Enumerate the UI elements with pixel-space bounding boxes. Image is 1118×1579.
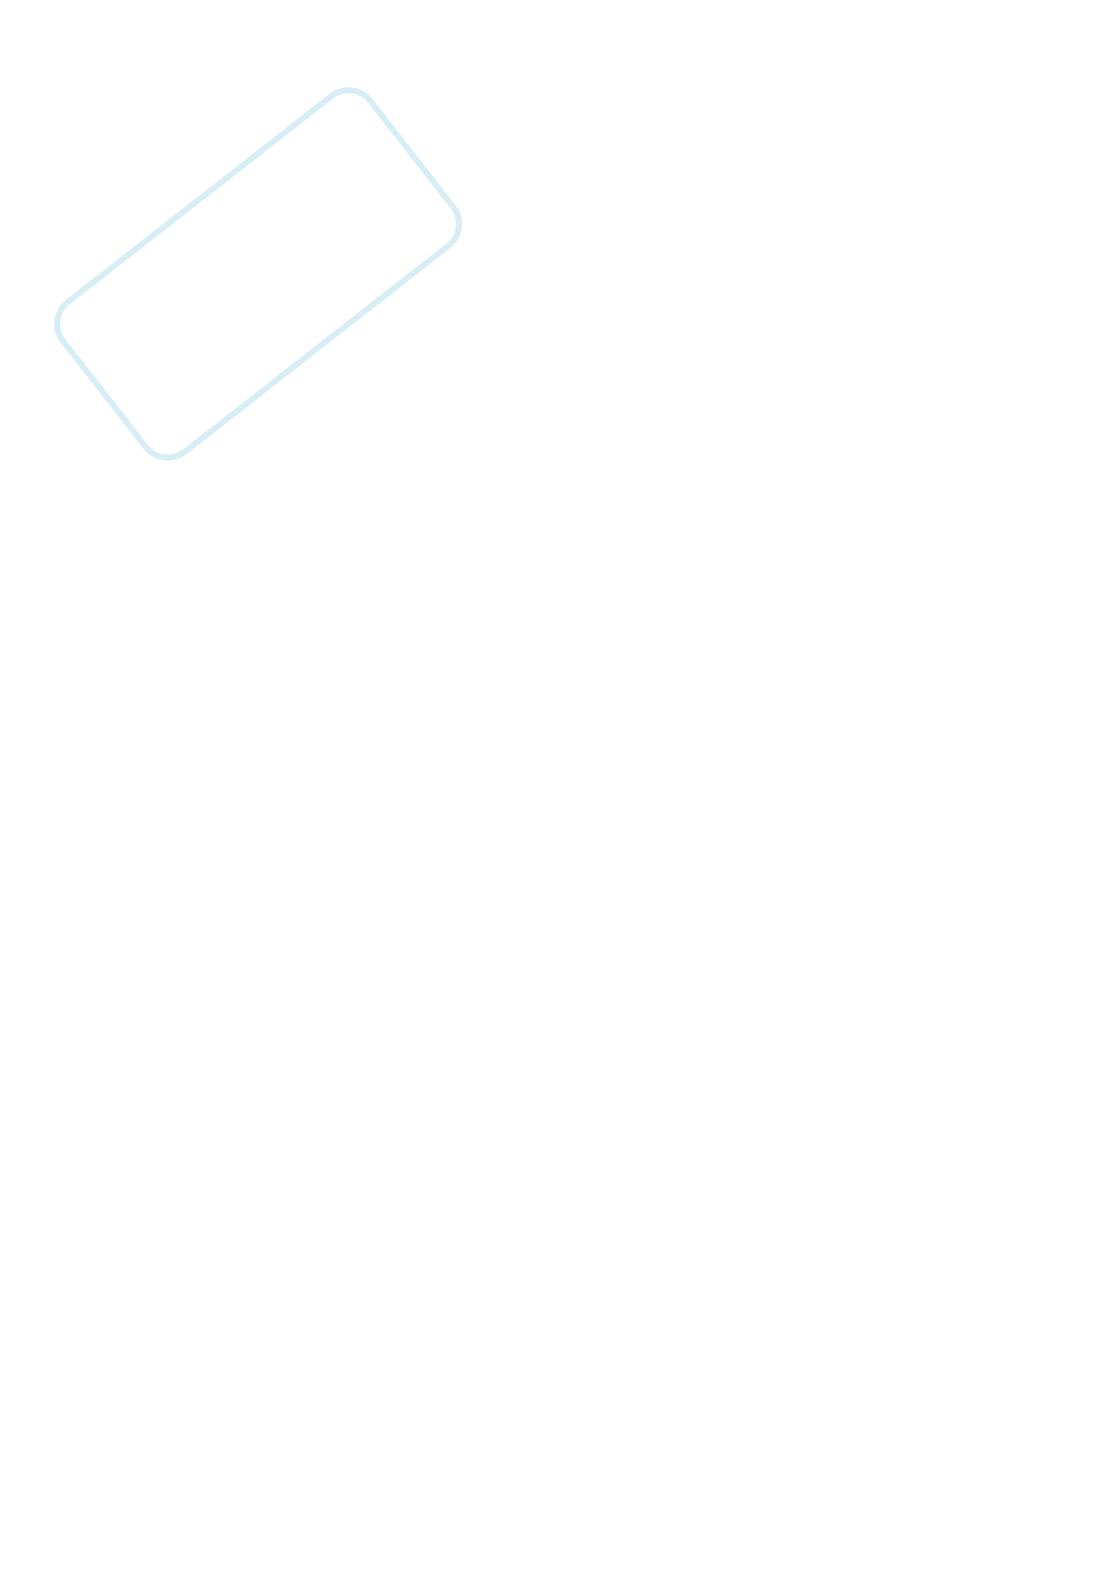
document-body (136, 134, 996, 188)
spacer (136, 161, 996, 188)
skuola-watermark-logo (20, 40, 490, 500)
spacer (136, 134, 996, 161)
